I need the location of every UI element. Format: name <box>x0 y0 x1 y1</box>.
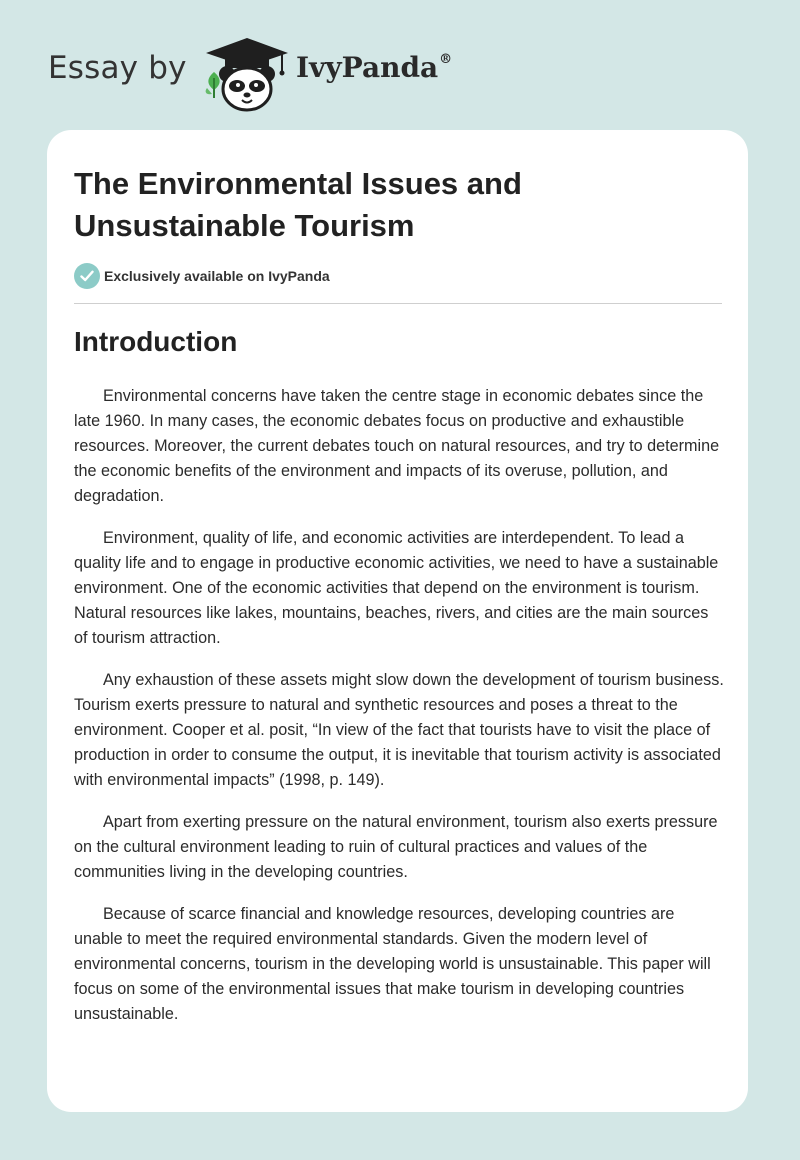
paragraph: Because of scarce financial and knowledge resources, developing countries are unable to meet the required environmental standards. Given the modern level of environmental concerns, tourism in the developing world is unsustainable. This paper will focus on some of the environmental issues that make tourism in developing countries unsustainable. <box>74 905 711 1023</box>
essay-body <box>74 384 724 1044</box>
essay-by-label: Essay by <box>48 50 187 86</box>
paragraph: Environmental concerns have taken the centre stage in economic debates since the late 1960. In many cases, the economic debates focus on productive and exhaustible resources. Moreover, the current debates touch on natural resources, and try to determine the economic benefits of the environment and impacts of its overuse, pollution, and degradation. <box>74 387 720 505</box>
paragraph: Any exhaustion of these assets might slow down the development of tourism business. Tourism exerts pressure to natural and synthetic resources and poses a threat to the environment. Cooper et al. posit, “In view of the fact that tourists have to visit the place of production in order to consume the output, it is inevitable that tourism activity is associated with environmental impacts” (1998, p. 149). <box>74 671 724 789</box>
paragraph: Apart from exerting pressure on the natural environment, tourism also exerts pressure on the cultural environment leading to ruin of cultural practices and values of the communities living in the developing countries. <box>74 813 718 881</box>
site-header <box>48 30 748 114</box>
brand-text: IvyPanda <box>296 51 439 84</box>
page-title: The Environmental Issues and Unsustainable Tourism <box>74 166 522 243</box>
brand-name[interactable] <box>296 51 452 84</box>
ivy-leaf-icon <box>203 70 225 100</box>
exclusive-badge-label: Exclusively available on IvyPanda <box>104 268 330 284</box>
check-circle-icon <box>74 263 100 289</box>
divider <box>74 303 722 304</box>
essay-card <box>47 130 748 1112</box>
paragraph: Environment, quality of life, and economic activities are interdependent. To lead a quality life and to engage in productive economic activities, we need to have a sustainable environment. One of the economic activities that depend on the environment is tourism. Natural resources like lakes, mountains, beaches, rivers, and cities are the main sources of tourism attraction. <box>74 529 719 647</box>
section-heading: Introduction <box>74 326 238 357</box>
registered-mark: ® <box>439 51 453 67</box>
